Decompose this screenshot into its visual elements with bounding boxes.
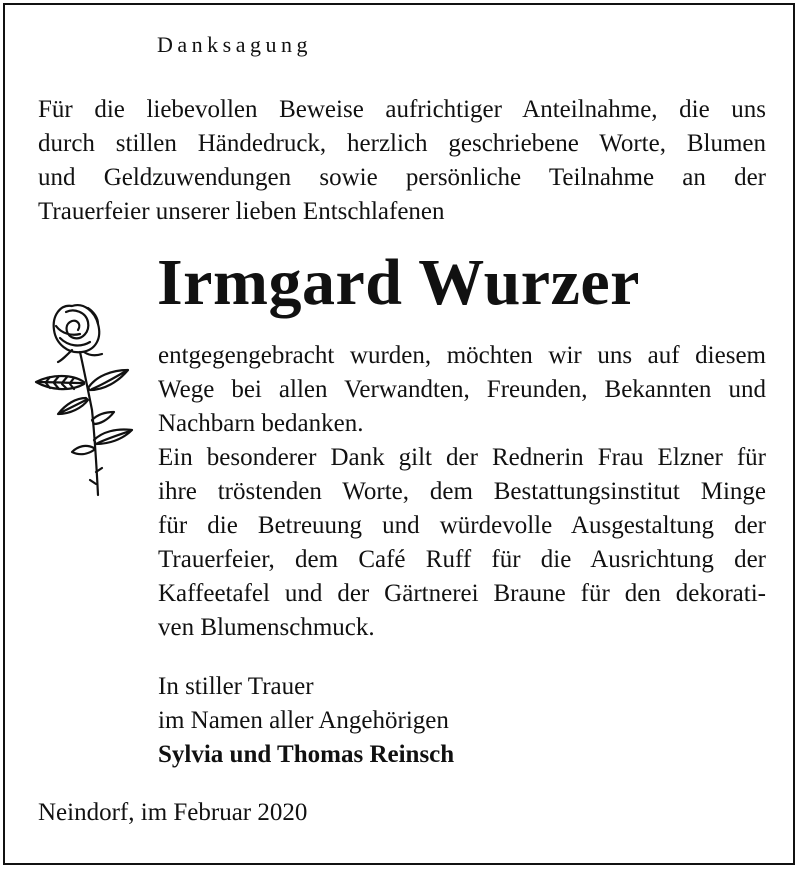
intro-paragraph <box>38 93 766 229</box>
notice-heading: Danksagung <box>157 32 312 57</box>
closing-line: im Namen aller Angehörigen <box>158 707 449 734</box>
body-line: Ein besonderer Dank gilt der Rednerin Frau Elzner für <box>158 444 766 471</box>
body-line: Trauerfeier, dem Café Ruff für die Ausrichtung der <box>158 546 766 573</box>
body-line: Nachbarn bedanken. <box>158 410 364 437</box>
body-line: Wege bei allen Verwandten, Freunden, Bekannten und <box>158 376 766 403</box>
closing-block <box>158 670 454 772</box>
intro-line: Für die liebevollen Beweise aufrichtiger Anteilnahme, die uns <box>38 96 766 123</box>
rose-icon <box>32 290 142 505</box>
closing-line: In stiller Trauer <box>158 673 314 700</box>
intro-line: und Geldzuwendungen sowie persönliche Teilnahme an der <box>38 164 766 191</box>
body-paragraph <box>158 339 766 645</box>
body-line: Kaffeetafel und der Gärtnerei Braune für den dekorati- <box>158 580 766 607</box>
body-line: ven Blumenschmuck. <box>158 614 375 641</box>
intro-line: durch stillen Händedruck, herzlich geschriebene Worte, Blumen <box>38 130 766 157</box>
deceased-name: Irmgard Wurzer <box>157 246 640 319</box>
body-line: entgegengebracht wurden, möchten wir uns auf diesem <box>158 342 766 369</box>
intro-line: Trauerfeier unserer lieben Entschlafenen <box>38 198 445 225</box>
body-line: ihre tröstenden Worte, dem Bestattungsinstitut Minge <box>158 478 766 505</box>
place-date: Neindorf, im Februar 2020 <box>38 799 308 826</box>
body-line: für die Betreuung und würdevolle Ausgestaltung der <box>158 512 766 539</box>
signers: Sylvia und Thomas Reinsch <box>158 741 455 768</box>
